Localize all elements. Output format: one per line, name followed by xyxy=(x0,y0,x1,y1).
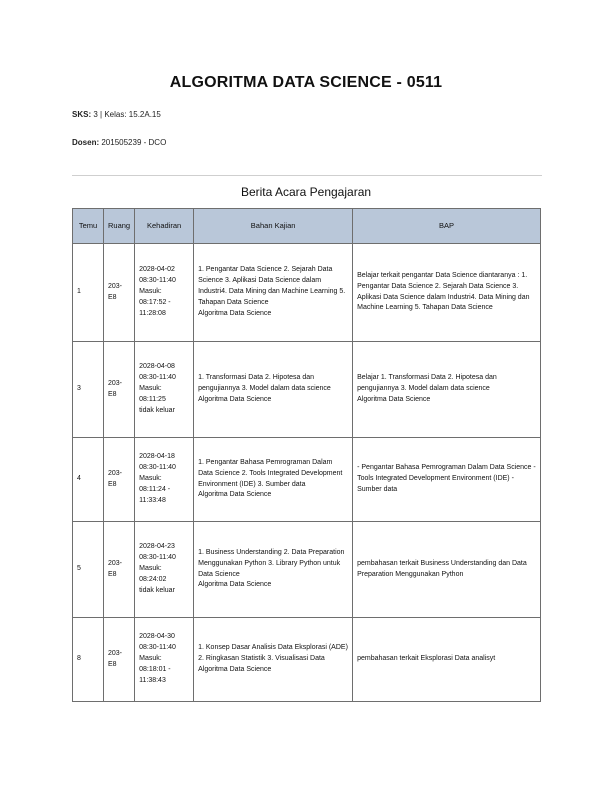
sks-value: 3 | Kelas: 15.2A.15 xyxy=(93,110,161,119)
kehadiran-line: 08:24:02 xyxy=(139,575,167,583)
table-row xyxy=(73,342,541,438)
cell-temu: 3 xyxy=(73,342,104,438)
cell-bahan-kajian xyxy=(194,244,353,342)
cell-bahan-kajian xyxy=(194,342,353,438)
kehadiran-line: tidak keluar xyxy=(139,586,175,594)
cell-bap: pembahasan terkait Eksplorasi Data analisyt xyxy=(353,618,541,702)
kehadiran-line: Masuk: xyxy=(139,288,162,296)
table-header-row xyxy=(73,209,541,244)
dosen-value: 201505239 - DCO xyxy=(101,138,167,147)
kehadiran-line: tidak keluar xyxy=(139,406,175,414)
sks-label: SKS: xyxy=(72,110,92,119)
kehadiran-line: Masuk: xyxy=(139,475,162,483)
kehadiran-line: 11:33:48 xyxy=(139,496,166,504)
cell-ruang: 203-E8 xyxy=(104,244,135,342)
kehadiran-line: 08:30-11:40 xyxy=(139,277,176,285)
cell-kehadiran xyxy=(135,244,194,342)
table-row xyxy=(73,618,541,702)
bahan-kajian-line: 1. Konsep Dasar Analisis Data Eksplorasi (ADE) 2. Ringkasan Statistik 3. Visualisasi Data xyxy=(198,644,348,663)
sks-kelas-line xyxy=(72,110,161,119)
divider xyxy=(72,175,542,176)
bahan-kajian-line: Algoritma Data Science xyxy=(198,309,272,317)
cell-kehadiran xyxy=(135,438,194,522)
col-header-ruang: Ruang xyxy=(104,209,135,244)
table-row xyxy=(73,522,541,618)
col-header-temu: Temu xyxy=(73,209,104,244)
bahan-kajian-line: 1. Business Understanding 2. Data Preparation Menggunakan Python 3. Library Python untuk Data Science xyxy=(198,548,345,578)
kehadiran-line: Masuk: xyxy=(139,385,162,393)
cell-bahan-kajian xyxy=(194,522,353,618)
table-body xyxy=(73,244,541,702)
kehadiran-line: 08:17:52 - xyxy=(139,298,171,306)
cell-temu: 1 xyxy=(73,244,104,342)
bahan-kajian-line: Algoritma Data Science xyxy=(198,665,272,673)
kehadiran-line: Masuk: xyxy=(139,655,162,663)
col-header-bahan-kajian: Bahan Kajian xyxy=(194,209,353,244)
table-row xyxy=(73,244,541,342)
kehadiran-line: 2028-04-02 xyxy=(139,266,175,274)
bap-table xyxy=(72,208,541,702)
cell-bap: Belajar 1. Transformasi Data 2. Hipotesa dan pengujiannya 3. Model dalam data science Algoritma Data Science xyxy=(353,342,541,438)
kehadiran-line: 2028-04-18 xyxy=(139,453,175,461)
col-header-kehadiran: Kehadiran xyxy=(135,209,194,244)
kehadiran-line: 2028-04-23 xyxy=(139,543,175,551)
kehadiran-line: Masuk: xyxy=(139,565,162,573)
kehadiran-line: 08:11:24 - xyxy=(139,485,171,493)
dosen-label: Dosen: xyxy=(72,138,100,147)
kehadiran-line: 2028-04-08 xyxy=(139,363,175,371)
bahan-kajian-line: 1. Pengantar Bahasa Pemrograman Dalam Data Science 2. Tools Integrated Development Environment (IDE) 3. Sumber data xyxy=(198,458,343,488)
cell-ruang: 203-E8 xyxy=(104,522,135,618)
kehadiran-line: 08:30-11:40 xyxy=(139,554,176,562)
kehadiran-line: 08:18:01 - xyxy=(139,665,171,673)
kehadiran-line: 11:28:08 xyxy=(139,309,166,317)
bahan-kajian-line: 1. Transformasi Data 2. Hipotesa dan pengujiannya 3. Model dalam data science xyxy=(198,374,331,393)
col-header-bap: BAP xyxy=(353,209,541,244)
kehadiran-line: 08:30-11:40 xyxy=(139,644,176,652)
cell-bap: pembahasan terkait Business Understanding dan Data Preparation Menggunakan Python xyxy=(353,522,541,618)
cell-temu: 5 xyxy=(73,522,104,618)
cell-kehadiran xyxy=(135,342,194,438)
table-row xyxy=(73,438,541,522)
kehadiran-line: 08:11:25 xyxy=(139,395,166,403)
dosen-line xyxy=(72,138,166,147)
section-title: Berita Acara Pengajaran xyxy=(240,185,372,199)
bahan-kajian-line: Algoritma Data Science xyxy=(198,581,272,589)
cell-temu: 8 xyxy=(73,618,104,702)
kehadiran-line: 08:30-11:40 xyxy=(139,374,176,382)
bahan-kajian-line: Algoritma Data Science xyxy=(198,395,272,403)
cell-bap: Belajar terkait pengantar Data Science diantaranya : 1. Pengantar Data Science 2. Sejarah Data Science 3. Aplikasi Data Science dalam Industri4. Data Mining dan Machine Learning 5. Tahapan Data Science xyxy=(353,244,541,342)
kehadiran-line: 2028-04-30 xyxy=(139,633,175,641)
bahan-kajian-line: Algoritma Data Science xyxy=(198,491,272,499)
cell-bahan-kajian xyxy=(194,438,353,522)
cell-kehadiran xyxy=(135,522,194,618)
page-title: ALGORITMA DATA SCIENCE - 0511 xyxy=(169,74,443,91)
bahan-kajian-line: 1. Pengantar Data Science 2. Sejarah Data Science 3. Aplikasi Data Science dalam Industri4. Data Mining dan Machine Learning 5. Tahapan Data Science xyxy=(198,266,346,306)
cell-ruang: 203-E8 xyxy=(104,438,135,522)
cell-kehadiran xyxy=(135,618,194,702)
cell-bap: - Pengantar Bahasa Pemrograman Dalam Data Science - Tools Integrated Development Environment (IDE) - Sumber data xyxy=(353,438,541,522)
kehadiran-line: 11:38:43 xyxy=(139,676,166,684)
cell-bahan-kajian xyxy=(194,618,353,702)
cell-ruang: 203-E8 xyxy=(104,342,135,438)
cell-ruang: 203-E8 xyxy=(104,618,135,702)
cell-temu: 4 xyxy=(73,438,104,522)
kehadiran-line: 08:30-11:40 xyxy=(139,464,176,472)
